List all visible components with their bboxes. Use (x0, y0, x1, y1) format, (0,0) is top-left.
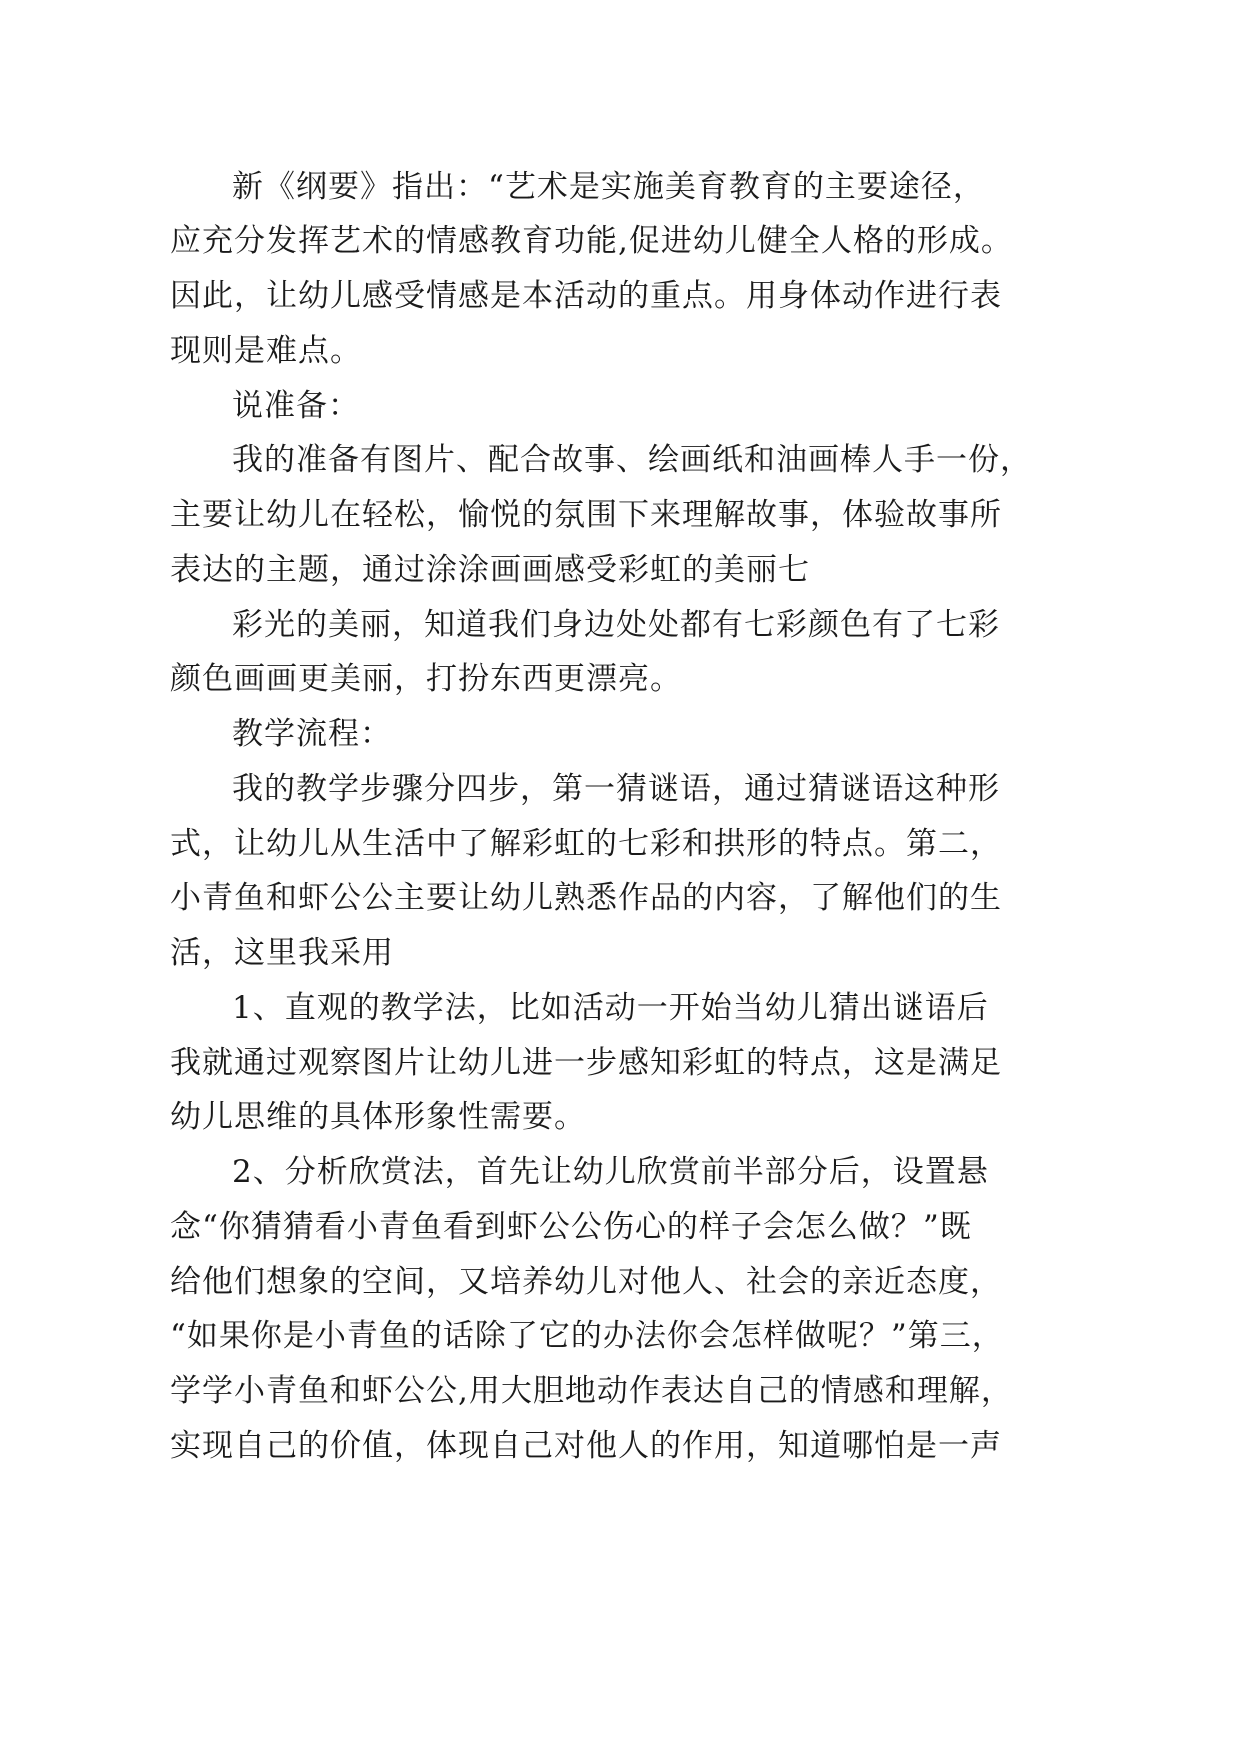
text-line: 我的教学步骤分四步，第一猜谜语，通过猜谜语这种形 (232, 771, 1000, 807)
text-line: 彩光的美丽，知道我们身边处处都有七彩颜色有了七彩 (232, 607, 1000, 643)
text-line: 小青鱼和虾公公主要让幼儿熟悉作品的内容，了解他们的生 (170, 880, 1002, 916)
text-line: 式，让幼儿从生活中了解彩虹的七彩和拱形的特点。第二， (170, 826, 1002, 862)
text-line: 念“你猜猜看小青鱼看到虾公公伤心的样子会怎么做？”既 (170, 1209, 972, 1245)
text-line: 实现自己的价值，体现自己对他人的作用，知道哪怕是一声 (170, 1428, 1002, 1464)
text-line: 2、分析欣赏法，首先让幼儿欣赏前半部分后，设置悬 (232, 1154, 989, 1190)
text-line: 我的准备有图片、配合故事、绘画纸和油画棒人手一份， (232, 442, 1032, 478)
text-line: 1、直观的教学法，比如活动一开始当幼儿猜出谜语后 (232, 990, 989, 1026)
text-line: 现则是难点。 (170, 333, 362, 369)
text-line: 主要让幼儿在轻松，愉悦的氛围下来理解故事，体验故事所 (170, 497, 1002, 533)
text-line: “如果你是小青鱼的话除了它的办法你会怎样做呢？”第三， (170, 1318, 1004, 1354)
text-line: 颜色画画更美丽，打扮东西更漂亮。 (170, 661, 682, 697)
text-line: 应充分发挥艺术的情感教育功能,促进幼儿健全人格的形成。 (170, 223, 1013, 259)
text-line: 学学小青鱼和虾公公,用大胆地动作表达自己的情感和理解， (170, 1373, 1013, 1409)
section-heading: 说准备： (232, 388, 360, 424)
text-line: 活，这里我采用 (170, 935, 394, 971)
section-heading: 教学流程： (232, 716, 392, 752)
text-line: 我就通过观察图片让幼儿进一步感知彩虹的特点，这是满足 (170, 1045, 1002, 1081)
text-line: 新《纲要》指出：“艺术是实施美育教育的主要途径， (232, 169, 985, 205)
text-line: 表达的主题，通过涂涂画画感受彩虹的美丽七 (170, 552, 810, 588)
text-line: 因此，让幼儿感受情感是本活动的重点。用身体动作进行表 (170, 278, 1002, 314)
text-line: 给他们想象的空间，又培养幼儿对他人、社会的亲近态度， (170, 1264, 1002, 1300)
text-line: 幼儿思维的具体形象性需要。 (170, 1099, 586, 1135)
